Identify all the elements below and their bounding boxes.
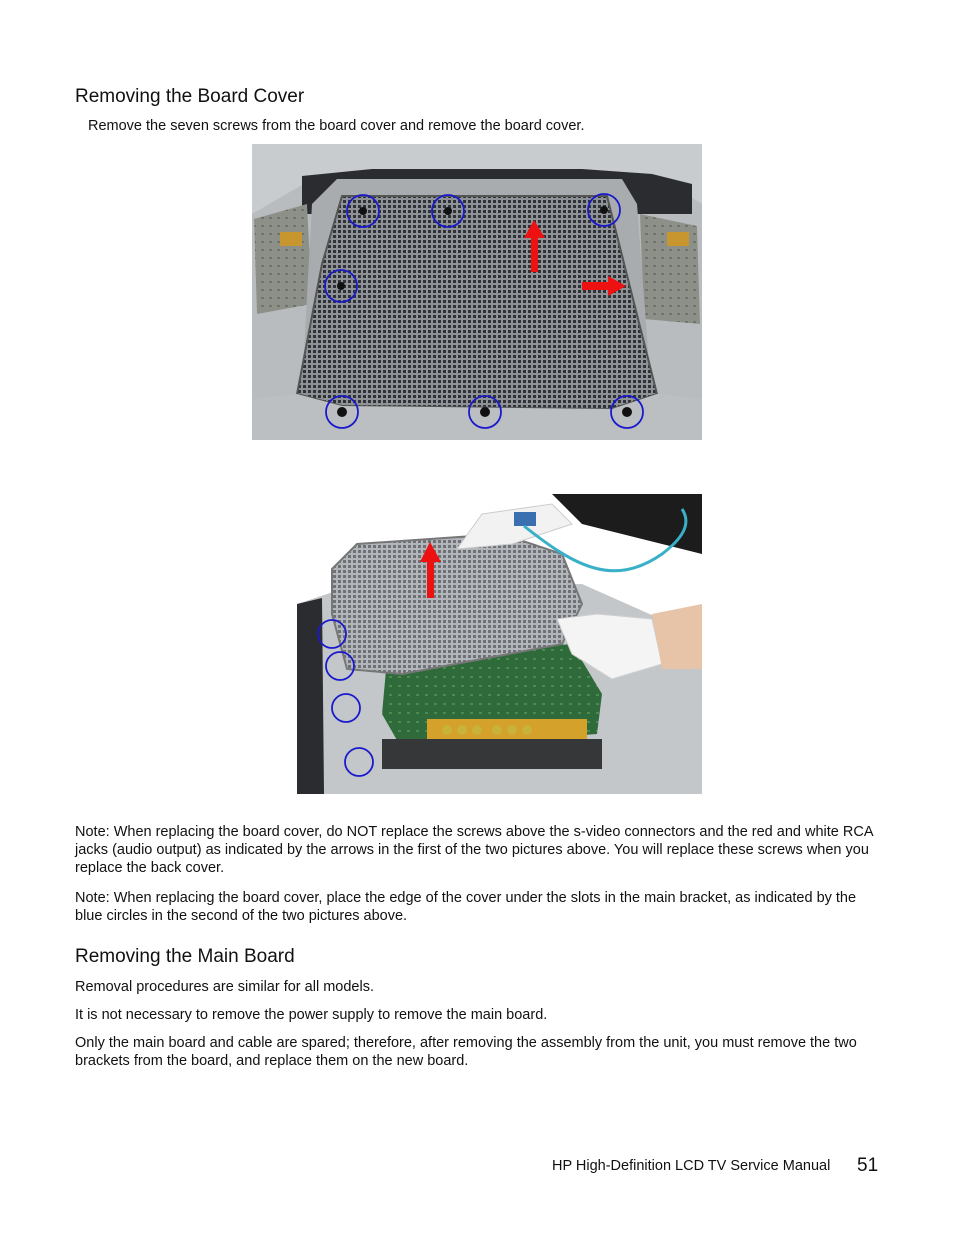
board-cover-intro: Remove the seven screws from the board cover and remove the board cover. <box>88 118 585 134</box>
main-board-paragraph-2: It is not necessary to remove the power supply to remove the main board. <box>75 1007 548 1023</box>
note-1-text: : When replacing the board cover, do NOT replace the screws above the s-video connectors and the red and white RCA jacks (audio output) as indicated by the arrows in the first of the two pictures above. You will replace these screws when you replace the back cover. <box>75 824 873 876</box>
section-heading-main-board: Removing the Main Board <box>75 946 295 967</box>
main-board-paragraph-1: Removal procedures are similar for all models. <box>75 979 374 995</box>
lifting-board-cover-photo <box>252 494 702 794</box>
footer-manual-title: HP High-Definition LCD TV Service Manual <box>552 1158 831 1174</box>
note-1 <box>75 823 875 877</box>
main-board-paragraph-3: Only the main board and cable are spared; therefore, after removing the assembly from the unit, you must remove the two brackets from the board, and replace them on the new board. <box>75 1035 857 1069</box>
note-2-text: : When replacing the board cover, place the edge of the cover under the slots in the main bracket, as indicated by the blue circles in the second of the two pictures above. <box>75 890 857 924</box>
note-2 <box>75 889 875 925</box>
board-cover-screws-photo <box>252 144 702 440</box>
page-number: 51 <box>857 1155 879 1176</box>
note-1-label: Note <box>75 824 106 840</box>
note-2-label: Note <box>75 890 106 906</box>
section-heading-board-cover: Removing the Board Cover <box>75 86 305 107</box>
